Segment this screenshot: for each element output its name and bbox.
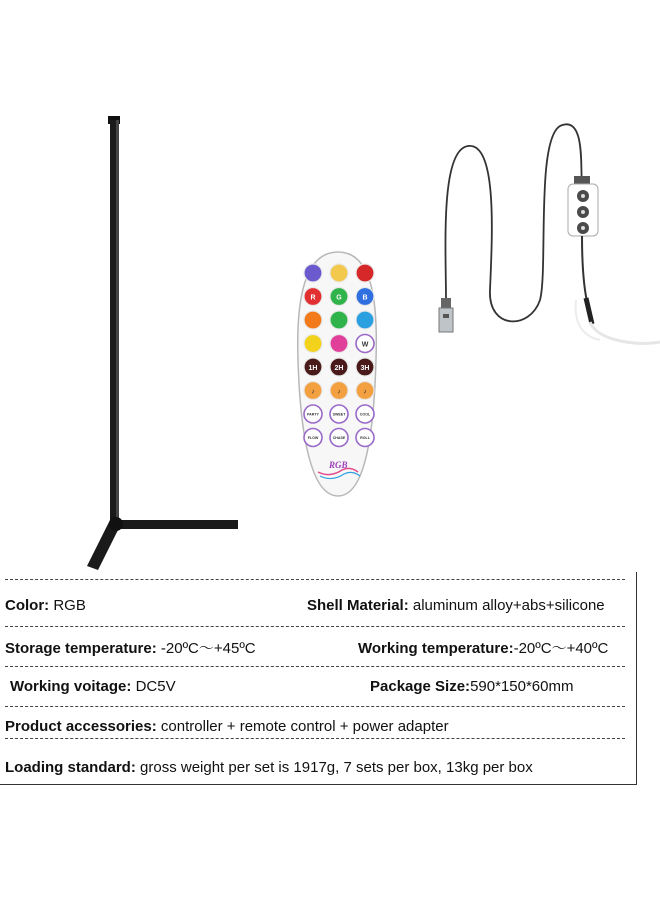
spec-value: aluminum alloy+abs+silicone (412, 597, 605, 614)
spec-label: Loading standard: (5, 759, 136, 776)
remote-button (330, 335, 348, 353)
spec-label: Product accessories: (5, 718, 157, 735)
spec-value: gross weight per set is 1917g, 7 sets per box, 13kg per box (140, 759, 533, 776)
remote-button-label: 2H (334, 365, 344, 372)
spec-value: DC5V (135, 678, 176, 695)
remote-button (356, 335, 374, 353)
spec-package-size (370, 678, 573, 695)
remote-button-label: CHASE (332, 436, 346, 441)
spec-working-voltage (10, 678, 176, 695)
specifications-table (0, 572, 637, 785)
remote-button (356, 264, 374, 282)
remote-button (330, 358, 348, 376)
spec-label: Working temperature: (358, 640, 514, 657)
remote-button-label: 1H (308, 365, 318, 372)
usb-cable-controller-image (439, 124, 660, 343)
spec-label: Storage temperature: (5, 640, 157, 657)
spec-row-voltage-package (0, 678, 636, 700)
spec-loading-standard (5, 759, 533, 776)
remote-button-label: R (310, 294, 316, 302)
remote-button (304, 335, 322, 353)
spec-row-color-shell (0, 597, 636, 619)
spec-value: controller + remote control + power adapter (160, 718, 449, 735)
floor-lamp-image (87, 116, 238, 570)
remote-button-label: G (336, 294, 342, 302)
remote-button (330, 264, 348, 282)
remote-logo: RGB (329, 460, 348, 470)
remote-button (304, 288, 322, 306)
spec-row-accessories (0, 718, 636, 740)
remote-button-label: B (362, 294, 368, 302)
divider (5, 666, 625, 667)
remote-button (304, 358, 322, 376)
spec-row-loading (0, 759, 636, 781)
remote-button (304, 405, 322, 423)
remote-control-image (298, 252, 377, 496)
remote-button (304, 311, 322, 329)
spec-value: -20ºC～+40ºC (513, 640, 609, 657)
remote-button-label: ♪ (363, 388, 367, 396)
remote-button (356, 429, 374, 447)
remote-button-label: ♪ (311, 388, 315, 396)
spec-working-temperature (358, 637, 608, 658)
remote-button (304, 264, 322, 282)
spec-shell-material (307, 597, 605, 614)
spec-value: -20ºC～+45ºC (160, 640, 256, 657)
spec-label: Shell Material: (307, 597, 409, 614)
remote-button (356, 358, 374, 376)
remote-button-label: ♪ (337, 388, 341, 396)
remote-button (330, 382, 348, 400)
remote-button-label: COOL (359, 412, 371, 417)
spec-color (5, 597, 86, 614)
divider (5, 738, 625, 739)
remote-button (356, 288, 374, 306)
remote-button-label: SWEET (332, 412, 346, 417)
spec-label: Working voitage: (10, 678, 132, 695)
spec-label: Color: (5, 597, 50, 614)
spec-storage-temperature (5, 637, 256, 658)
remote-button (330, 429, 348, 447)
divider (5, 706, 625, 707)
remote-button (356, 311, 374, 329)
spec-value: RGB (53, 597, 86, 614)
remote-button (330, 405, 348, 423)
divider (5, 579, 625, 580)
remote-button-label: ROLL (360, 436, 370, 441)
spec-label: Package Size: (370, 678, 471, 695)
remote-button (304, 429, 322, 447)
spec-row-temperature (0, 637, 636, 659)
remote-button (356, 405, 374, 423)
remote-button (330, 288, 348, 306)
remote-button-label: FLOW (307, 436, 319, 441)
spec-value: 590*150*60mm (470, 678, 574, 695)
remote-button (330, 311, 348, 329)
remote-button (356, 382, 374, 400)
remote-button-label: W (361, 341, 369, 349)
divider (5, 626, 625, 627)
remote-button (304, 382, 322, 400)
remote-button-label: 3H (360, 365, 370, 372)
spec-product-accessories (5, 718, 449, 735)
remote-button-label: PARTY (307, 412, 319, 417)
